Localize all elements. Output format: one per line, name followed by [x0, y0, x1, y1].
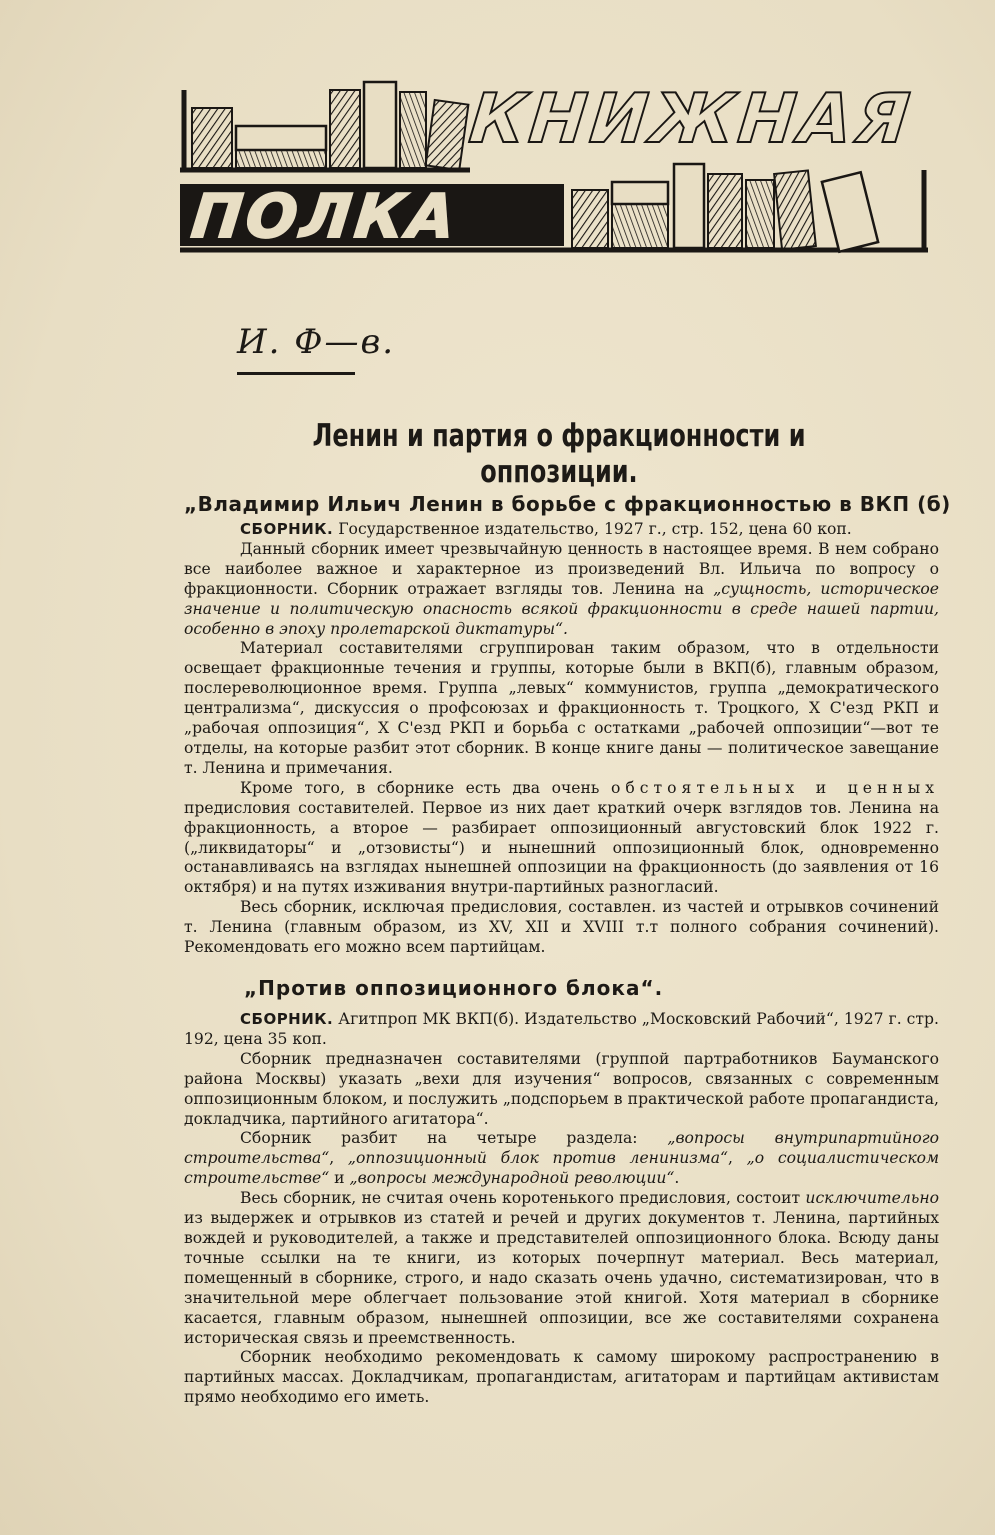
review2-p3-text-end: из выдержек и отрывков из статей и речей и других документов т. Ленина, партийных вождей и руководителей, а также и представителей оппозиционного блока. Всюду даны точные ссылки на те книги, из которых почерпнут материал. Весь материал, помещенный в сборнике, строго, и надо сказать очень удачно, систематизирован, что в значительной мере облегчает пользование этой книгой. Хотя материал в сборнике касается, главным образом, нынешней оппозиции, все же составителями сохранена историческая связь и преемственность. — [184, 1209, 939, 1347]
review2-lead-text: Агитпроп МК ВКП(б). Издательство „Московский Рабочий“, 1927 г. стр. 192, цена 35 коп. — [184, 1010, 939, 1048]
review2-p2-emphasis: „оппозиционный блок против ленинизма“ — [347, 1149, 729, 1168]
review1-paragraph: Весь сборник, исключая предисловия, составлен. из частей и отрывков сочинений т. Ленина (главным образом, из XV, XII и XVIII т.т полного собрания сочинений). Рекомендовать его можно всем партийцам. — [184, 898, 939, 957]
review2-lead-label: СБОРНИК. — [240, 1010, 334, 1028]
review2-p2-end: . — [674, 1169, 680, 1188]
review1-paragraph — [184, 779, 939, 898]
review1-body — [184, 520, 939, 958]
review2-paragraph — [184, 1189, 939, 1348]
review2-p2-emphasis: „вопросы внутрипартийного строительства“ — [184, 1129, 939, 1168]
review2-paragraph — [184, 1129, 939, 1189]
bookshelf-banner — [180, 78, 928, 254]
banner-word-bottom: ПОЛКА — [188, 182, 463, 252]
review1-paragraph — [184, 540, 939, 640]
review1-p1-emphasis: „сущность, историческое значение и политическую опасность всякой фракционности в среде нашей партии, особенно в эпоху пролетарской диктатуры“. — [184, 579, 939, 638]
review1-p3-text-end: предисловия составителей. Первое из них дает краткий очерк взглядов тов. Ленина на фракционность, а второе — разбирает оппозиционный августовский блок 1922 г. („ликвидаторы“ и „отзовисты“) и нынешний оппозиционный блок, одновременно останавливаясь на взглядах нынешней оппозиции на фракционность (до заявления от 16 октября) и на путях изживания внутри-партийных разногласий. — [184, 798, 939, 897]
review1-paragraph: Материал составителями сгруппирован таким образом, что в отдельности освещает фракционные течения и группы, которые были в ВКП(б), главным образом, послереволюционное время. Группа „левых“ коммунистов, группа „демократического централизма“, дискуссия о профсоюзах и фракционность т. Троцкого, X С'езд РКП и „рабочая оппозиция“, X С'езд РКП и борьба с остатками „рабочей оппозиции“—вот те отделы, на которые разбит этот сборник. В конце книге даны — политическое завещание т. Ленина и примечания. — [184, 639, 939, 777]
article-title: Ленин и партия о фракционности и оппозиции. — [312, 418, 806, 490]
review2-title: „Против оппозиционного блока“. — [244, 976, 664, 1000]
review2-p2-separator: , — [329, 1149, 348, 1168]
review2-paragraph: Сборник предназначен составителями (группой партработников Бауманского района Москвы) указать „вехи для изучения“ вопросов, связанных с современным оппозиционным блоком, и послужить „подспорьем в практической работе пропагандиста, докладчика, партийного агитатора“. — [184, 1049, 939, 1128]
review2-p3-text: Весь сборник, не считая очень коротенького предисловия, состоит — [240, 1189, 806, 1208]
review2-p2-separator: , — [728, 1149, 747, 1168]
review2-paragraph: Сборник необходимо рекомендовать к самому широкому распространению в партийных массах. Докладчикам, пропагандистам, агитаторам и партийцам активистам прямо необходимо его иметь. — [184, 1348, 939, 1407]
article-author: И. Ф—в. — [237, 322, 396, 362]
review1-p3-spaced: обстоятельных и ценных — [610, 778, 939, 797]
review2-p2-separator: и — [329, 1169, 350, 1188]
review2-lead — [184, 1010, 939, 1050]
banner-word-top: КНИЖНАЯ — [465, 80, 917, 159]
review1-lead — [184, 520, 939, 540]
review1-p1-text: Данный сборник имеет чрезвычайную ценность в настоящее время. В нем собрано все наиболее важное и характерное из произведений Вл. Ильича по вопросу о фракционности. Сборник отражает взгляды тов. Ленина на — [184, 539, 939, 598]
review2-body — [184, 1010, 939, 1408]
author-underline — [237, 372, 355, 375]
review1-p3-text: Кроме того, в сборнике есть два очень — [240, 778, 611, 797]
review2-p2-emphasis: „о социалистическом строительстве“ — [184, 1149, 939, 1188]
review1-lead-text: Государственное издательство, 1927 г., стр. 152, цена 60 коп. — [338, 520, 852, 538]
review1-title: „Владимир Ильич Ленин в борьбе с фракционностью в ВКП (б) — [184, 492, 951, 516]
review2-p2-text: Сборник разбит на четыре раздела: — [240, 1129, 668, 1148]
review1-lead-label: СБОРНИК. — [240, 520, 334, 538]
review2-p2-emphasis: „вопросы международной революции“ — [349, 1169, 675, 1188]
review2-p3-emphasis: исключительно — [805, 1189, 939, 1208]
